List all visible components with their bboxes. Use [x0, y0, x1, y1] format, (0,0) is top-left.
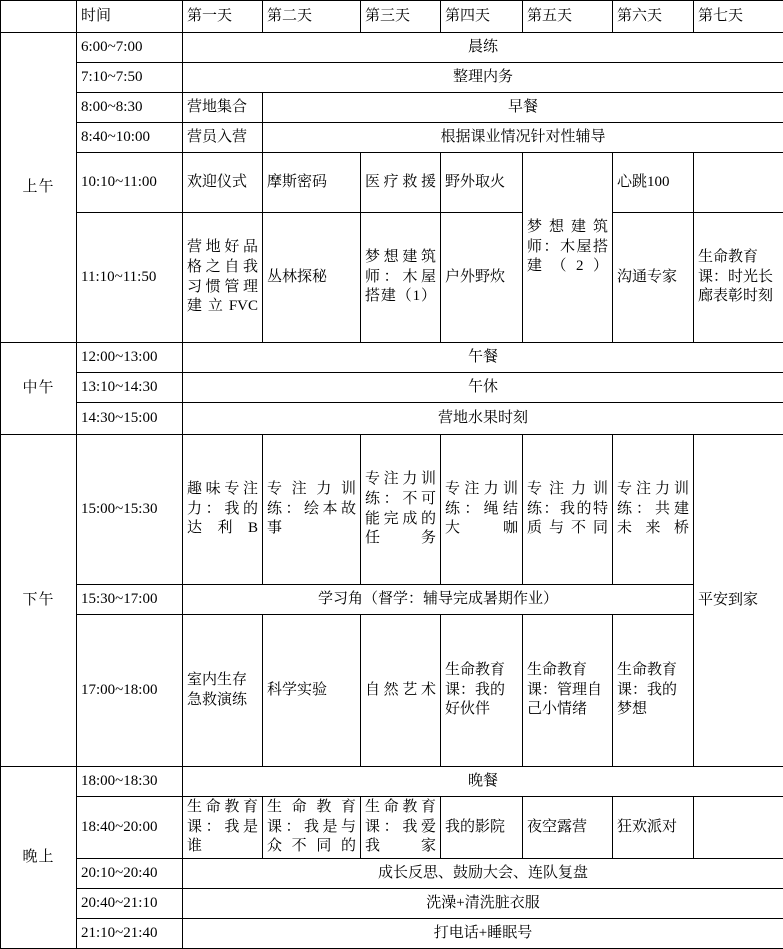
period-label-evening: 晚上 — [1, 767, 77, 949]
activity-dinner: 晚餐 — [183, 767, 783, 797]
activity-carnival-party: 狂欢派对 — [613, 797, 694, 859]
time-2110-2140: 21:10~21:40 — [77, 919, 183, 949]
row-1530-1700 — [1, 585, 783, 615]
activity-heartbeat-100: 心跳100 — [613, 153, 694, 213]
activity-morning-exercise: 晨练 — [183, 33, 783, 63]
activity-night-sky-camping: 夜空露营 — [523, 797, 613, 859]
activity-nap: 午休 — [183, 373, 783, 403]
activity-dream-architect-1: 梦想建筑师：木屋搭建（1） — [361, 213, 441, 343]
row-0840-1000 — [1, 123, 783, 153]
row-2110-2140 — [1, 919, 783, 949]
row-1310-1430 — [1, 373, 783, 403]
row-2010-2040 — [1, 859, 783, 889]
header-day-2: 第二天 — [263, 1, 361, 33]
time-0800-0830: 8:00~8:30 — [77, 93, 183, 123]
time-1110-1150: 11:10~11:50 — [77, 213, 183, 343]
activity-camper-checkin: 营员入营 — [183, 123, 263, 153]
period-label-afternoon: 下午 — [1, 435, 77, 767]
activity-life-ed-who-am-i: 生命教育课：我是谁 — [183, 797, 263, 859]
time-1500-1530: 15:00~15:30 — [77, 435, 183, 585]
activity-communication-expert: 沟通专家 — [613, 213, 694, 343]
period-label-morning: 上午 — [1, 33, 77, 343]
row-1010-1100 — [1, 153, 783, 213]
activity-dream-architect-2: 梦想建筑师：木屋搭建（2） — [523, 153, 613, 343]
activity-camp-fruit-time: 营地水果时刻 — [183, 403, 783, 435]
activity-life-ed-my-dream: 生命教育课：我的梦想 — [613, 615, 694, 767]
time-0600-0700: 6:00~7:00 — [77, 33, 183, 63]
period-label-noon: 中午 — [1, 343, 77, 435]
table-header-row — [1, 1, 783, 33]
empty-cell-day7-morning-1 — [694, 153, 783, 213]
activity-morse-code: 摩斯密码 — [263, 153, 361, 213]
empty-cell-day7-evening — [694, 797, 783, 859]
activity-indoor-survival-drill: 室内生存急救演练 — [183, 615, 263, 767]
time-1010-1100: 10:10~11:00 — [77, 153, 183, 213]
activity-focus-traits: 专注力训练：我的特质与不同 — [523, 435, 613, 585]
header-day-3: 第三天 — [361, 1, 441, 33]
time-0710-0750: 7:10~7:50 — [77, 63, 183, 93]
activity-camp-character-fvc: 营地好品格之自我习惯管理建立FVC — [183, 213, 263, 343]
time-1200-1300: 12:00~13:00 — [77, 343, 183, 373]
row-1200-1300 — [1, 343, 783, 373]
time-1800-1830: 18:00~18:30 — [77, 767, 183, 797]
header-period-cell — [1, 1, 77, 33]
activity-life-ed-good-partner: 生命教育课：我的好伙伴 — [441, 615, 523, 767]
row-1500-1530 — [1, 435, 783, 585]
time-1430-1500: 14:30~15:00 — [77, 403, 183, 435]
row-0710-0750 — [1, 63, 783, 93]
header-day-5: 第五天 — [523, 1, 613, 33]
activity-science-experiment: 科学实验 — [263, 615, 361, 767]
activity-my-cinema: 我的影院 — [441, 797, 523, 859]
activity-tidy-rooms: 整理内务 — [183, 63, 783, 93]
row-0600-0700 — [1, 33, 783, 63]
activity-outdoor-firemaking: 野外取火 — [441, 153, 523, 213]
activity-outdoor-cooking: 户外野炊 — [441, 213, 523, 343]
activity-tutoring: 根据课业情况针对性辅导 — [263, 123, 783, 153]
activity-medical-rescue: 医疗救援 — [361, 153, 441, 213]
activity-phonecall-sleep: 打电话+睡眠号 — [183, 919, 783, 949]
time-2040-2110: 20:40~21:10 — [77, 889, 183, 919]
activity-life-ed-manage-emotion: 生命教育课：管理自己小情绪 — [523, 615, 613, 767]
row-1800-1830 — [1, 767, 783, 797]
header-day-7: 第七天 — [694, 1, 783, 33]
row-1700-1800 — [1, 615, 783, 767]
header-day-1: 第一天 — [183, 1, 263, 33]
activity-focus-knots: 专注力训练：绳结大咖 — [441, 435, 523, 585]
activity-life-ed-love-family: 生命教育课：我爱我家 — [361, 797, 441, 859]
activity-focus-dali-b: 趣味专注力：我的达利B — [183, 435, 263, 585]
time-1530-1700: 15:30~17:00 — [77, 585, 183, 615]
activity-focus-picturebook: 专注力训练：绘本故事 — [263, 435, 361, 585]
activity-shower-laundry: 洗澡+清洗脏衣服 — [183, 889, 783, 919]
activity-camp-assembly: 营地集合 — [183, 93, 263, 123]
time-1700-1800: 17:00~18:00 — [77, 615, 183, 767]
activity-jungle-exploration: 丛林探秘 — [263, 213, 361, 343]
time-1310-1430: 13:10~14:30 — [77, 373, 183, 403]
activity-study-corner: 学习角（督学：辅导完成暑期作业） — [183, 585, 694, 615]
time-1840-2000: 18:40~20:00 — [77, 797, 183, 859]
activity-welcome-ceremony: 欢迎仪式 — [183, 153, 263, 213]
row-1430-1500 — [1, 403, 783, 435]
row-0800-0830 — [1, 93, 783, 123]
header-day-6: 第六天 — [613, 1, 694, 33]
time-2010-2040: 20:10~20:40 — [77, 859, 183, 889]
row-1840-2000 — [1, 797, 783, 859]
row-1110-1150 — [1, 213, 783, 343]
header-time-cell: 时间 — [77, 1, 183, 33]
activity-breakfast: 早餐 — [263, 93, 783, 123]
activity-focus-impossible-task: 专注力训练：不可能完成的任务 — [361, 435, 441, 585]
activity-natural-art: 自然艺术 — [361, 615, 441, 767]
header-day-4: 第四天 — [441, 1, 523, 33]
row-2040-2110 — [1, 889, 783, 919]
activity-safe-home: 平安到家 — [694, 435, 783, 767]
activity-focus-future-bridge: 专注力训练：共建未来桥 — [613, 435, 694, 585]
activity-life-ed-timecorridor: 生命教育课：时光长廊表彰时刻 — [694, 213, 783, 343]
time-0840-1000: 8:40~10:00 — [77, 123, 183, 153]
activity-life-ed-unique: 生命教育课：我是与众不同的 — [263, 797, 361, 859]
activity-reflection-meeting: 成长反思、鼓励大会、连队复盘 — [183, 859, 783, 889]
activity-lunch: 午餐 — [183, 343, 783, 373]
